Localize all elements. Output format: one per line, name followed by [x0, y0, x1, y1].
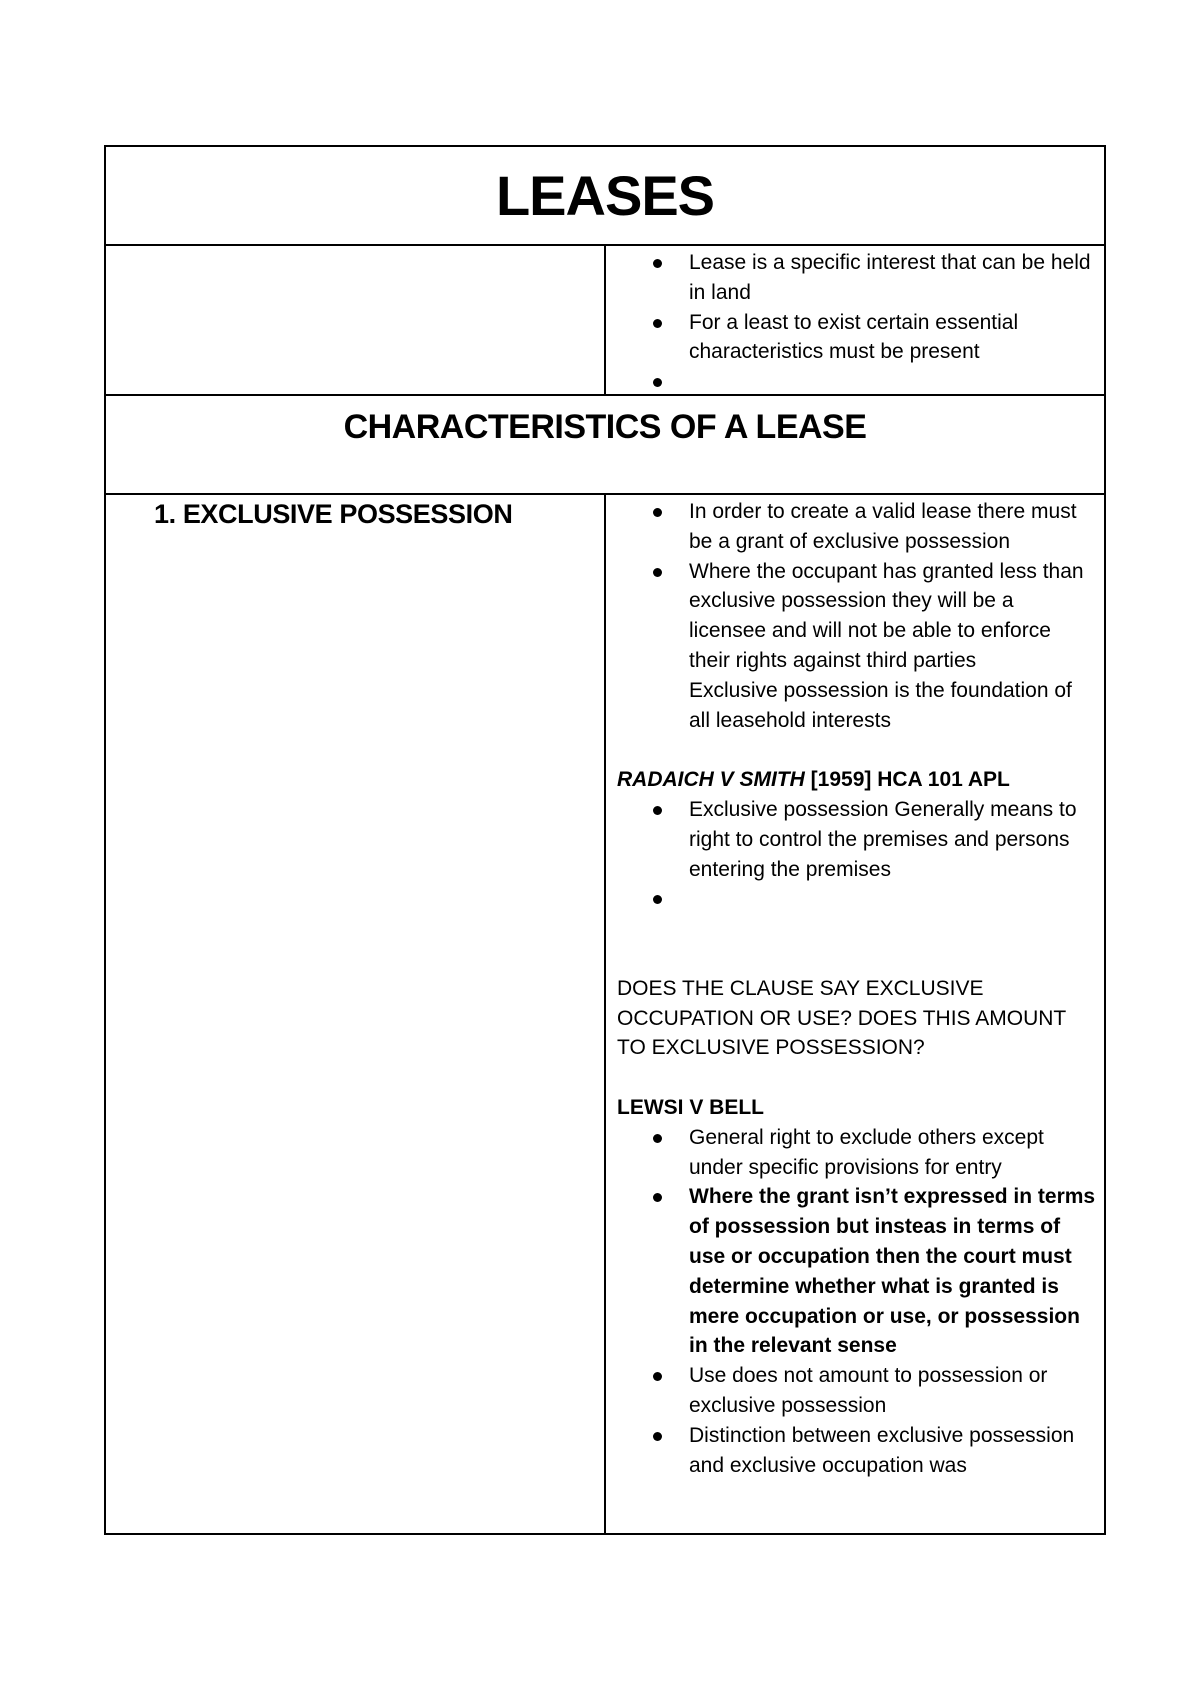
title-row	[106, 147, 1104, 246]
case-citation-lewsi: LEWSI V BELL	[617, 1095, 764, 1119]
section-heading: CHARACTERISTICS OF A LEASE	[343, 408, 867, 446]
list-item: For a least to exist certain essential characteristics must be present	[617, 308, 1096, 368]
section-heading-row	[106, 396, 1104, 495]
list-item: General right to exclude others except under specific provisions for entry	[617, 1123, 1096, 1183]
intro-left-cell	[106, 246, 606, 394]
exclusive-possession-right-cell	[606, 495, 1104, 1533]
case-name: RADAICH V SMITH	[617, 768, 805, 792]
list-item	[617, 367, 1096, 397]
exclusive-possession-heading: 1. EXCLUSIVE POSSESSION	[154, 499, 513, 529]
question-text: DOES THE CLAUSE SAY EXCLUSIVE OCCUPATION OR USE? DOES THIS AMOUNT TO EXCLUSIVE POSSESSION?	[617, 976, 1066, 1060]
list-item: Exclusive possession Generally means to right to control the premises and persons entering the premises	[617, 795, 1096, 884]
exclusive-possession-left-cell	[106, 495, 606, 1533]
list-item: Lease is a specific interest that can be held in land	[617, 248, 1096, 308]
intro-bullet-list	[617, 248, 1096, 397]
list-item: Where the grant isn’t expressed in terms of possession but insteas in terms of use or occupation then the court must determine whether what is granted is mere occupation or use, or possession in the relevant sense	[617, 1182, 1096, 1361]
exclusive-possession-row	[106, 495, 1104, 1533]
list-item: Distinction between exclusive possession and exclusive occupation was	[617, 1421, 1096, 1481]
foundation-text: Exclusive possession is the foundation of all leasehold interests	[689, 678, 1072, 732]
intro-right-cell	[606, 246, 1104, 394]
list-item	[617, 884, 1096, 914]
lewsi-bullet-list	[617, 1123, 1096, 1481]
intro-row	[106, 246, 1104, 396]
case-citation: [1959] HCA 101 APL	[804, 768, 1010, 792]
case-citation-radaich	[617, 765, 1096, 795]
exclusive-possession-bullet-list	[617, 497, 1096, 676]
radaich-bullet-list	[617, 795, 1096, 914]
list-item: Where the occupant has granted less than exclusive possession they will be a licensee and will not be able to enforce their rights against third parties	[617, 557, 1096, 676]
list-item: In order to create a valid lease there must be a grant of exclusive possession	[617, 497, 1096, 557]
list-item: Use does not amount to possession or exclusive possession	[617, 1361, 1096, 1421]
document-title: LEASES	[495, 164, 715, 227]
lease-notes-table	[104, 145, 1106, 1535]
